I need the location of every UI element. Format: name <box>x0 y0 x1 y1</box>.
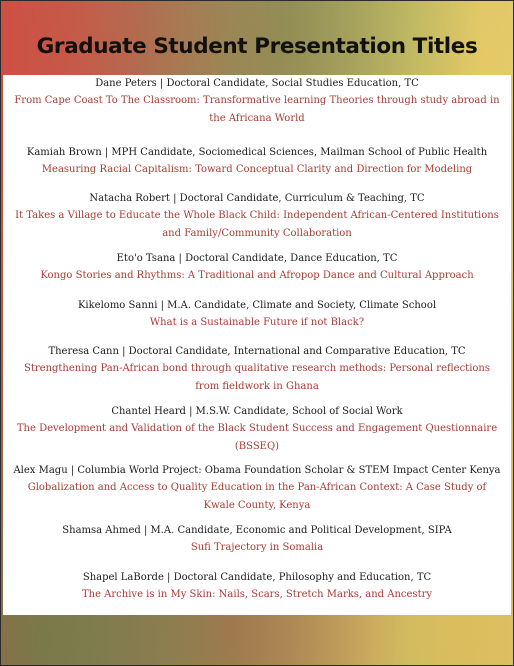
list-item <box>11 343 503 396</box>
list-item <box>11 569 503 604</box>
presentation-title: Sufi Trajectory in Somalia <box>190 542 324 553</box>
presentation-title: From Cape Coast To The Classroom: Transformative learning Theories through study abroad in the Africana World <box>14 95 500 124</box>
list-item <box>11 144 503 179</box>
list-item <box>11 190 503 243</box>
presentations-list <box>3 75 511 615</box>
presentation-title: The Archive is in My Skin: Nails, Scars, Stretch Marks, and Ancestry <box>81 589 433 600</box>
presentation-title: It Takes a Village to Educate the Whole Black Child: Independent African-Centered Institutions and Family/Community Collaboration <box>15 210 499 239</box>
presenter-info: Kikelomo Sanni | M.A. Candidate, Climate and Society, Climate School <box>77 300 437 311</box>
presentation-title: Globalization and Access to Quality Education in the Pan-African Context: A Case Study of Kwale County, Kenya <box>27 482 487 511</box>
list-item <box>11 522 503 557</box>
presenter-info: Shapel LaBorde | Doctoral Candidate, Philosophy and Education, TC <box>82 572 432 583</box>
presenter-info: Chantel Heard | M.S.W. Candidate, School of Social Work <box>111 406 403 417</box>
presenter-info: Dane Peters | Doctoral Candidate, Social Studies Education, TC <box>95 78 419 89</box>
list-item <box>11 403 503 456</box>
presentation-title: The Development and Validation of the Black Student Success and Engagement Questionnaire (BSSEQ) <box>16 423 498 452</box>
list-item <box>11 250 503 285</box>
presentation-title: What is a Sustainable Future if not Black? <box>149 317 365 328</box>
presentation-title: Kongo Stories and Rhythms: A Traditional and Afropop Dance and Cultural Approach <box>40 270 474 281</box>
presenter-info: Shamsa Ahmed | M.A. Candidate, Economic and Political Development, SIPA <box>62 525 452 536</box>
list-item <box>11 462 503 515</box>
presenter-info: Theresa Cann | Doctoral Candidate, International and Comparative Education, TC <box>48 346 466 357</box>
presenter-info: Natacha Robert | Doctoral Candidate, Curriculum & Teaching, TC <box>89 193 425 204</box>
presenter-info: Kamiah Brown | MPH Candidate, Sociomedical Sciences, Mailman School of Public Health <box>26 147 488 158</box>
presenter-info: Alex Magu | Columbia World Project: Obama Foundation Scholar & STEM Impact Center Kenya <box>13 465 501 476</box>
presenter-info: Eto'o Tsana | Doctoral Candidate, Dance Education, TC <box>116 253 398 264</box>
presentation-title: Strengthening Pan-African bond through qualitative research methods: Personal reflections from fieldwork in Ghana <box>24 363 490 392</box>
page-title: Graduate Student Presentation Titles <box>36 34 478 59</box>
presentation-title: Measuring Racial Capitalism: Toward Conceptual Clarity and Direction for Modeling <box>41 164 473 175</box>
list-item <box>11 75 503 128</box>
list-item <box>11 297 503 332</box>
